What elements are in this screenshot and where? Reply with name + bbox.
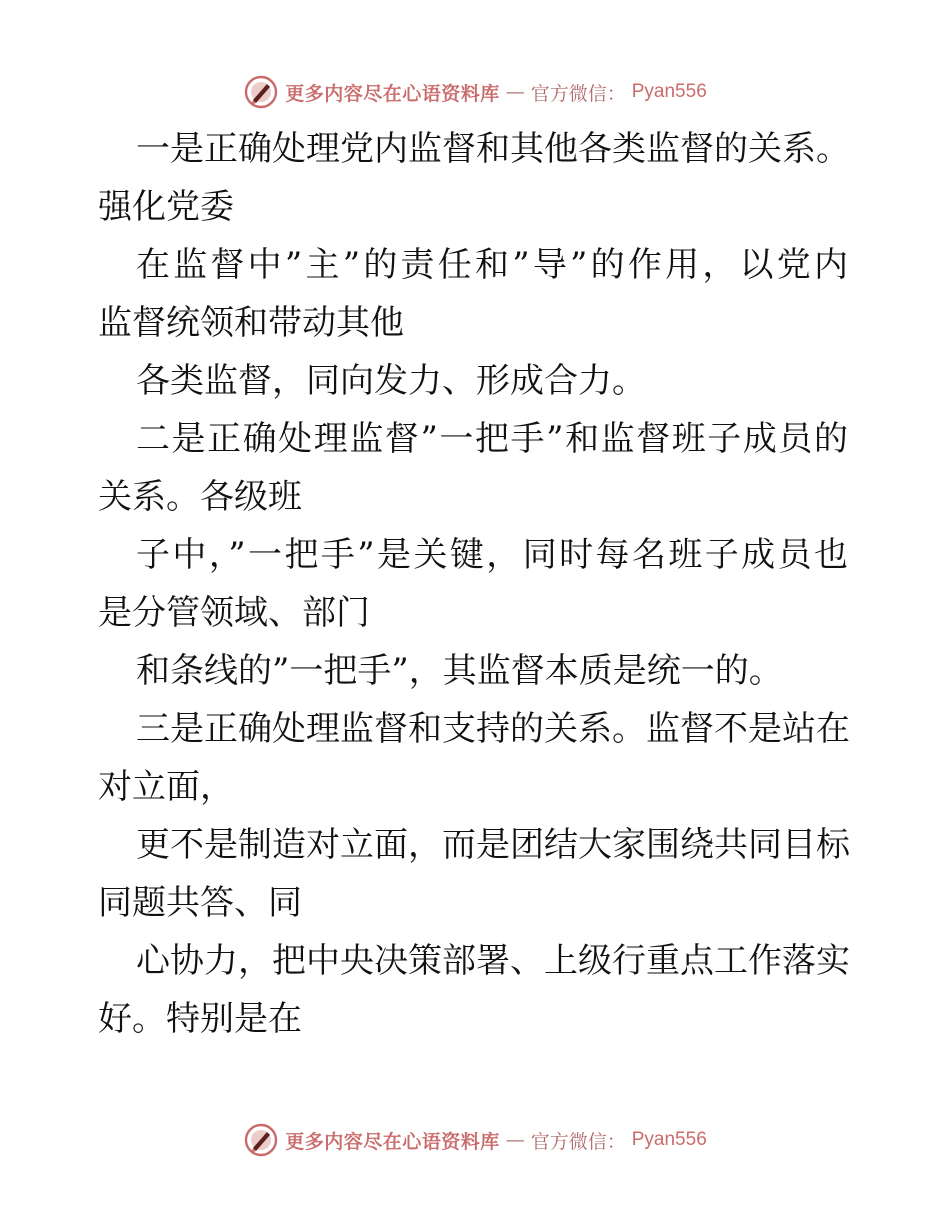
banner-dash: — bbox=[505, 1129, 525, 1151]
paragraph-line: 同题共答、同 bbox=[98, 883, 302, 923]
footer-banner bbox=[0, 1120, 950, 1160]
paragraph-line: 和条线的”一把手”，其监督本质是统一的。 bbox=[136, 651, 783, 691]
paragraph-line: 在监督中”主”的责任和”导”的作用，以党内 bbox=[136, 245, 848, 285]
paragraph-line: 对立面， bbox=[98, 767, 234, 807]
banner-wechat-label: 官方微信： bbox=[530, 82, 626, 105]
paragraph-line: 关系。各级班 bbox=[98, 477, 302, 517]
banner-dash: — bbox=[505, 81, 525, 103]
paragraph-line: 是分管领域、部门 bbox=[98, 593, 370, 633]
paragraph-line: 好。特别是在 bbox=[98, 999, 302, 1039]
paragraph-line: 二是正确处理监督”一把手”和监督班子成员的 bbox=[136, 419, 848, 459]
pen-logo-icon bbox=[243, 1122, 279, 1158]
paragraph-line: 一是正确处理党内监督和其他各类监督的关系。 bbox=[136, 129, 850, 169]
document-body bbox=[98, 120, 858, 1048]
banner-wechat-label: 官方微信： bbox=[530, 1130, 626, 1153]
paragraph-line: 子中，”一把手”是关键，同时每名班子成员也 bbox=[136, 535, 848, 575]
banner-text: 更多内容尽在心语资料库 bbox=[285, 82, 500, 105]
paragraph-line: 三是正确处理监督和支持的关系。监督不是站在 bbox=[136, 709, 850, 749]
paragraph-line: 更不是制造对立面，而是团结大家围绕共同目标 bbox=[136, 825, 850, 865]
pen-logo-icon bbox=[243, 74, 279, 110]
paragraph-line: 心协力，把中央决策部署、上级行重点工作落实 bbox=[136, 941, 850, 981]
paragraph-line: 监督统领和带动其他 bbox=[98, 303, 404, 343]
header-banner bbox=[0, 72, 950, 112]
paragraph-line: 强化党委 bbox=[98, 187, 234, 227]
banner-text: 更多内容尽在心语资料库 bbox=[285, 1130, 500, 1153]
banner-wechat-id: Pyan556 bbox=[631, 1129, 707, 1150]
banner-wechat-id: Pyan556 bbox=[631, 81, 707, 102]
paragraph-line: 各类监督，同向发力、形成合力。 bbox=[136, 361, 646, 401]
